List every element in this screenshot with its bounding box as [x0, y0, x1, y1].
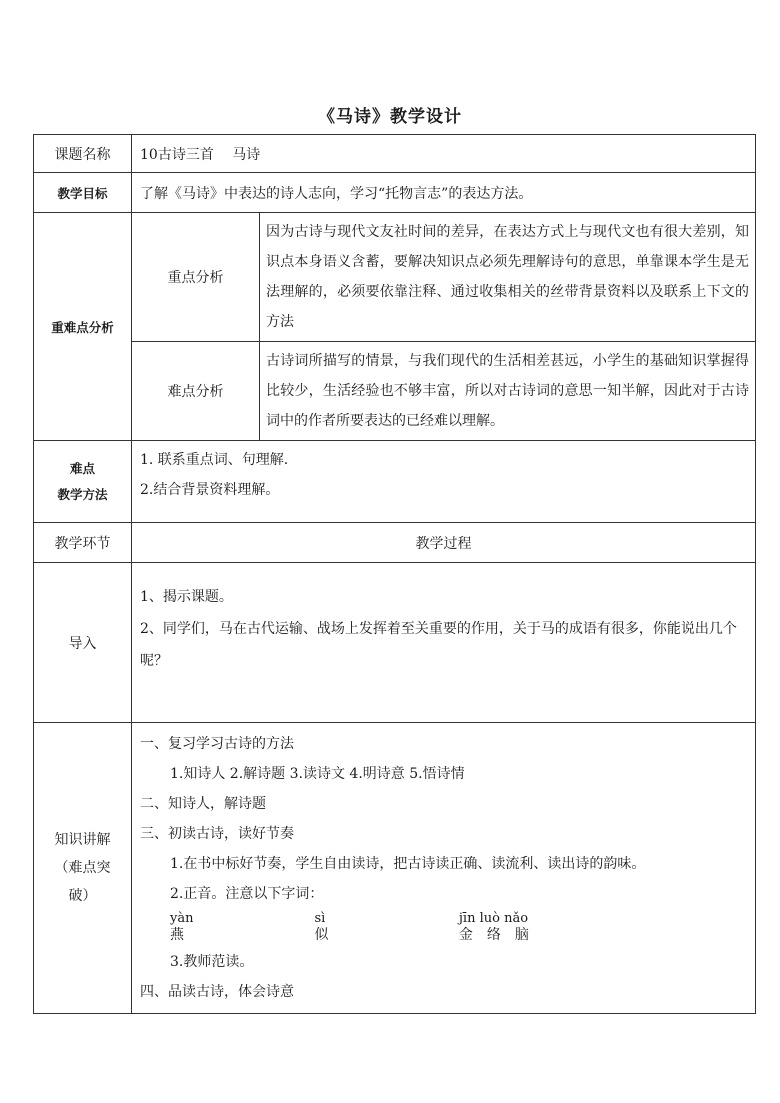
course-label: 课题名称 — [34, 135, 132, 173]
knowledge-label-line2: （难点突 — [54, 860, 111, 876]
key-analysis-label: 重点分析 — [132, 213, 260, 342]
method-item: 2.结合背景资料理解。 — [140, 482, 280, 498]
method-label — [34, 441, 132, 523]
hanzi-text: 似 — [314, 927, 329, 943]
knowledge-line: 一、复习学习古诗的方法 — [140, 736, 294, 752]
key-analysis-text: 因为古诗与现代文友社时间的差异，在表达方式上与现代文也有很大差别，知识点本身语义含蓄，要解决知识点必须先理解诗句的意思，单靠课本学生是无法理解的，必须要依靠注释、通过收集相关的丝带背景资料以及联系上下文的方法 — [260, 213, 756, 342]
analysis-label: 重难点分析 — [34, 213, 132, 441]
pinyin-text: jīn luò nǎo — [458, 911, 529, 926]
intro-content — [132, 563, 756, 723]
knowledge-line: 1.在书中标好节奏，学生自由读诗，把古诗读正确、读流利、读出诗的韵味。 — [170, 856, 646, 872]
process-header: 教学过程 — [132, 523, 756, 563]
knowledge-line: 四、品读古诗，体会诗意 — [140, 984, 294, 1000]
method-label-line1: 难点 — [69, 460, 95, 476]
knowledge-line: 1.知诗人 2.解诗题 3.读诗文 4.明诗意 5.悟诗情 — [170, 766, 465, 782]
intro-row — [34, 563, 756, 723]
intro-line: 1、揭示课题。 — [140, 589, 233, 605]
pinyin-text: yàn — [170, 911, 194, 926]
process-header-row — [34, 523, 756, 563]
method-item: 1. 联系重点词、句理解. — [140, 452, 289, 468]
intro-label: 导入 — [34, 563, 132, 723]
goal-value: 了解《马诗》中表达的诗人志向，学习“托物言志”的表达方法。 — [132, 173, 756, 213]
intro-line: 2、同学们，马在古代运输、战场上发挥着至关重要的作用，关于马的成语有很多，你能说出几个呢？ — [140, 621, 737, 669]
pinyin-word — [170, 911, 310, 943]
lesson-plan-table — [33, 134, 756, 1014]
difficult-analysis-text: 古诗词所描写的情景，与我们现代的生活相差甚远，小学生的基础知识掌握得比较少，生活经验也不够丰富，所以对古诗词的意思一知半解，因此对于古诗词中的作者所要表达的已经难以理解。 — [260, 342, 756, 441]
method-row — [34, 441, 756, 523]
difficult-analysis-row — [34, 342, 756, 441]
page-title: 《马诗》教学设计 — [318, 107, 462, 127]
pinyin-word — [459, 911, 599, 943]
course-value: 10古诗三首 马诗 — [132, 135, 756, 173]
knowledge-line: 二、知诗人，解诗题 — [140, 796, 266, 812]
hanzi-text: 金 络 脑 — [458, 927, 529, 943]
hanzi-text: 燕 — [170, 927, 184, 943]
knowledge-content — [132, 723, 756, 1014]
knowledge-label-line3: 破） — [68, 888, 97, 904]
pinyin-text: sì — [314, 911, 326, 926]
method-items — [132, 441, 756, 523]
method-label-line2: 教学方法 — [57, 486, 108, 502]
knowledge-line: 3.教师范读。 — [170, 954, 254, 970]
key-analysis-row — [34, 213, 756, 342]
knowledge-label — [34, 723, 132, 1014]
pinyin-word — [314, 911, 454, 943]
knowledge-line: 2.正音。注意以下字词： — [170, 886, 324, 902]
pinyin-row — [140, 909, 747, 947]
course-row — [34, 135, 756, 173]
stage-header: 教学环节 — [34, 523, 132, 563]
difficult-analysis-label: 难点分析 — [132, 342, 260, 441]
knowledge-label-line1: 知识讲解 — [54, 832, 111, 848]
goal-label: 教学目标 — [34, 173, 132, 213]
knowledge-line: 三、初读古诗，读好节奏 — [140, 826, 294, 842]
goal-row — [34, 173, 756, 213]
knowledge-row — [34, 723, 756, 1014]
